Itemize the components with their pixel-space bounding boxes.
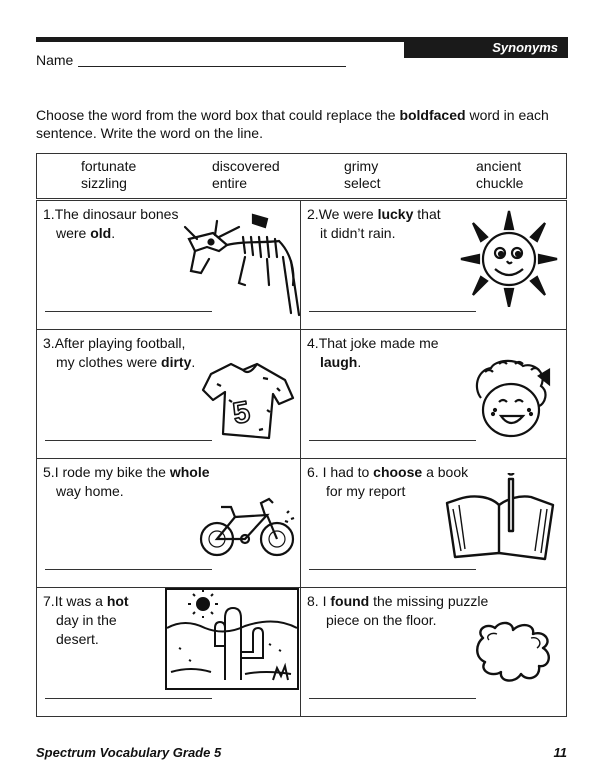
laughing-girl-icon — [469, 358, 553, 442]
word-box-word: entire — [212, 175, 248, 191]
word-box-word: select — [344, 175, 381, 191]
question-1 — [37, 201, 300, 330]
word-box-word: fortunate — [81, 158, 137, 174]
answer-line[interactable] — [45, 698, 212, 699]
question-text: 2.We were lucky that it didn’t rain. — [307, 206, 441, 241]
open-book-icon — [441, 473, 557, 565]
question-8 — [301, 588, 564, 717]
question-4 — [301, 330, 564, 459]
question-7 — [37, 588, 300, 717]
answer-line[interactable] — [309, 569, 476, 570]
dinosaur-skeleton-icon — [183, 211, 303, 323]
answer-line[interactable] — [45, 440, 212, 441]
question-text: 8. I found the missing puzzle piece on the floor. — [307, 593, 489, 628]
question-text: 5.I rode my bike the whole way home. — [43, 464, 210, 499]
answer-line[interactable] — [309, 440, 476, 441]
footer-page-number: 11 — [553, 745, 567, 760]
answer-line[interactable] — [309, 698, 476, 699]
question-3 — [37, 330, 300, 459]
question-2 — [301, 201, 564, 330]
smiling-sun-icon — [459, 207, 559, 307]
word-box-word: grimy — [344, 158, 379, 174]
word-box-word: ancient — [476, 158, 522, 174]
puzzle-piece-icon — [473, 620, 557, 684]
answer-line[interactable] — [45, 311, 212, 312]
answer-line[interactable] — [45, 569, 212, 570]
bicycle-icon — [197, 491, 301, 561]
section-tag: Synonyms — [404, 37, 568, 58]
question-text: 3.After playing football, my clothes were dirty. — [43, 335, 196, 370]
name-label: Name — [36, 52, 74, 68]
question-text: 6. I had to choose a book for my report — [307, 464, 469, 499]
dirty-jersey-icon — [197, 360, 297, 442]
word-box — [36, 153, 567, 199]
footer-book-title: Spectrum Vocabulary Grade 5 — [36, 745, 222, 760]
name-answer-line[interactable] — [78, 66, 346, 67]
question-6 — [301, 459, 564, 588]
question-text: 7.It was a hot day in the desert. — [43, 593, 129, 647]
question-5 — [37, 459, 300, 588]
question-text: 4.That joke made me laugh. — [307, 335, 439, 370]
word-box-word: chuckle — [476, 175, 524, 191]
desert-cactus-icon — [165, 588, 299, 692]
question-text: 1.The dinosaur bones were old. — [43, 206, 179, 241]
answer-line[interactable] — [309, 311, 476, 312]
instructions: Choose the word from the word box that could replace the boldfaced word in each sentence. Write the word on the line. — [36, 107, 549, 141]
word-box-word: sizzling — [81, 175, 127, 191]
word-box-word: discovered — [212, 158, 280, 174]
svg-text:5: 5 — [230, 395, 253, 431]
question-grid — [36, 200, 567, 717]
